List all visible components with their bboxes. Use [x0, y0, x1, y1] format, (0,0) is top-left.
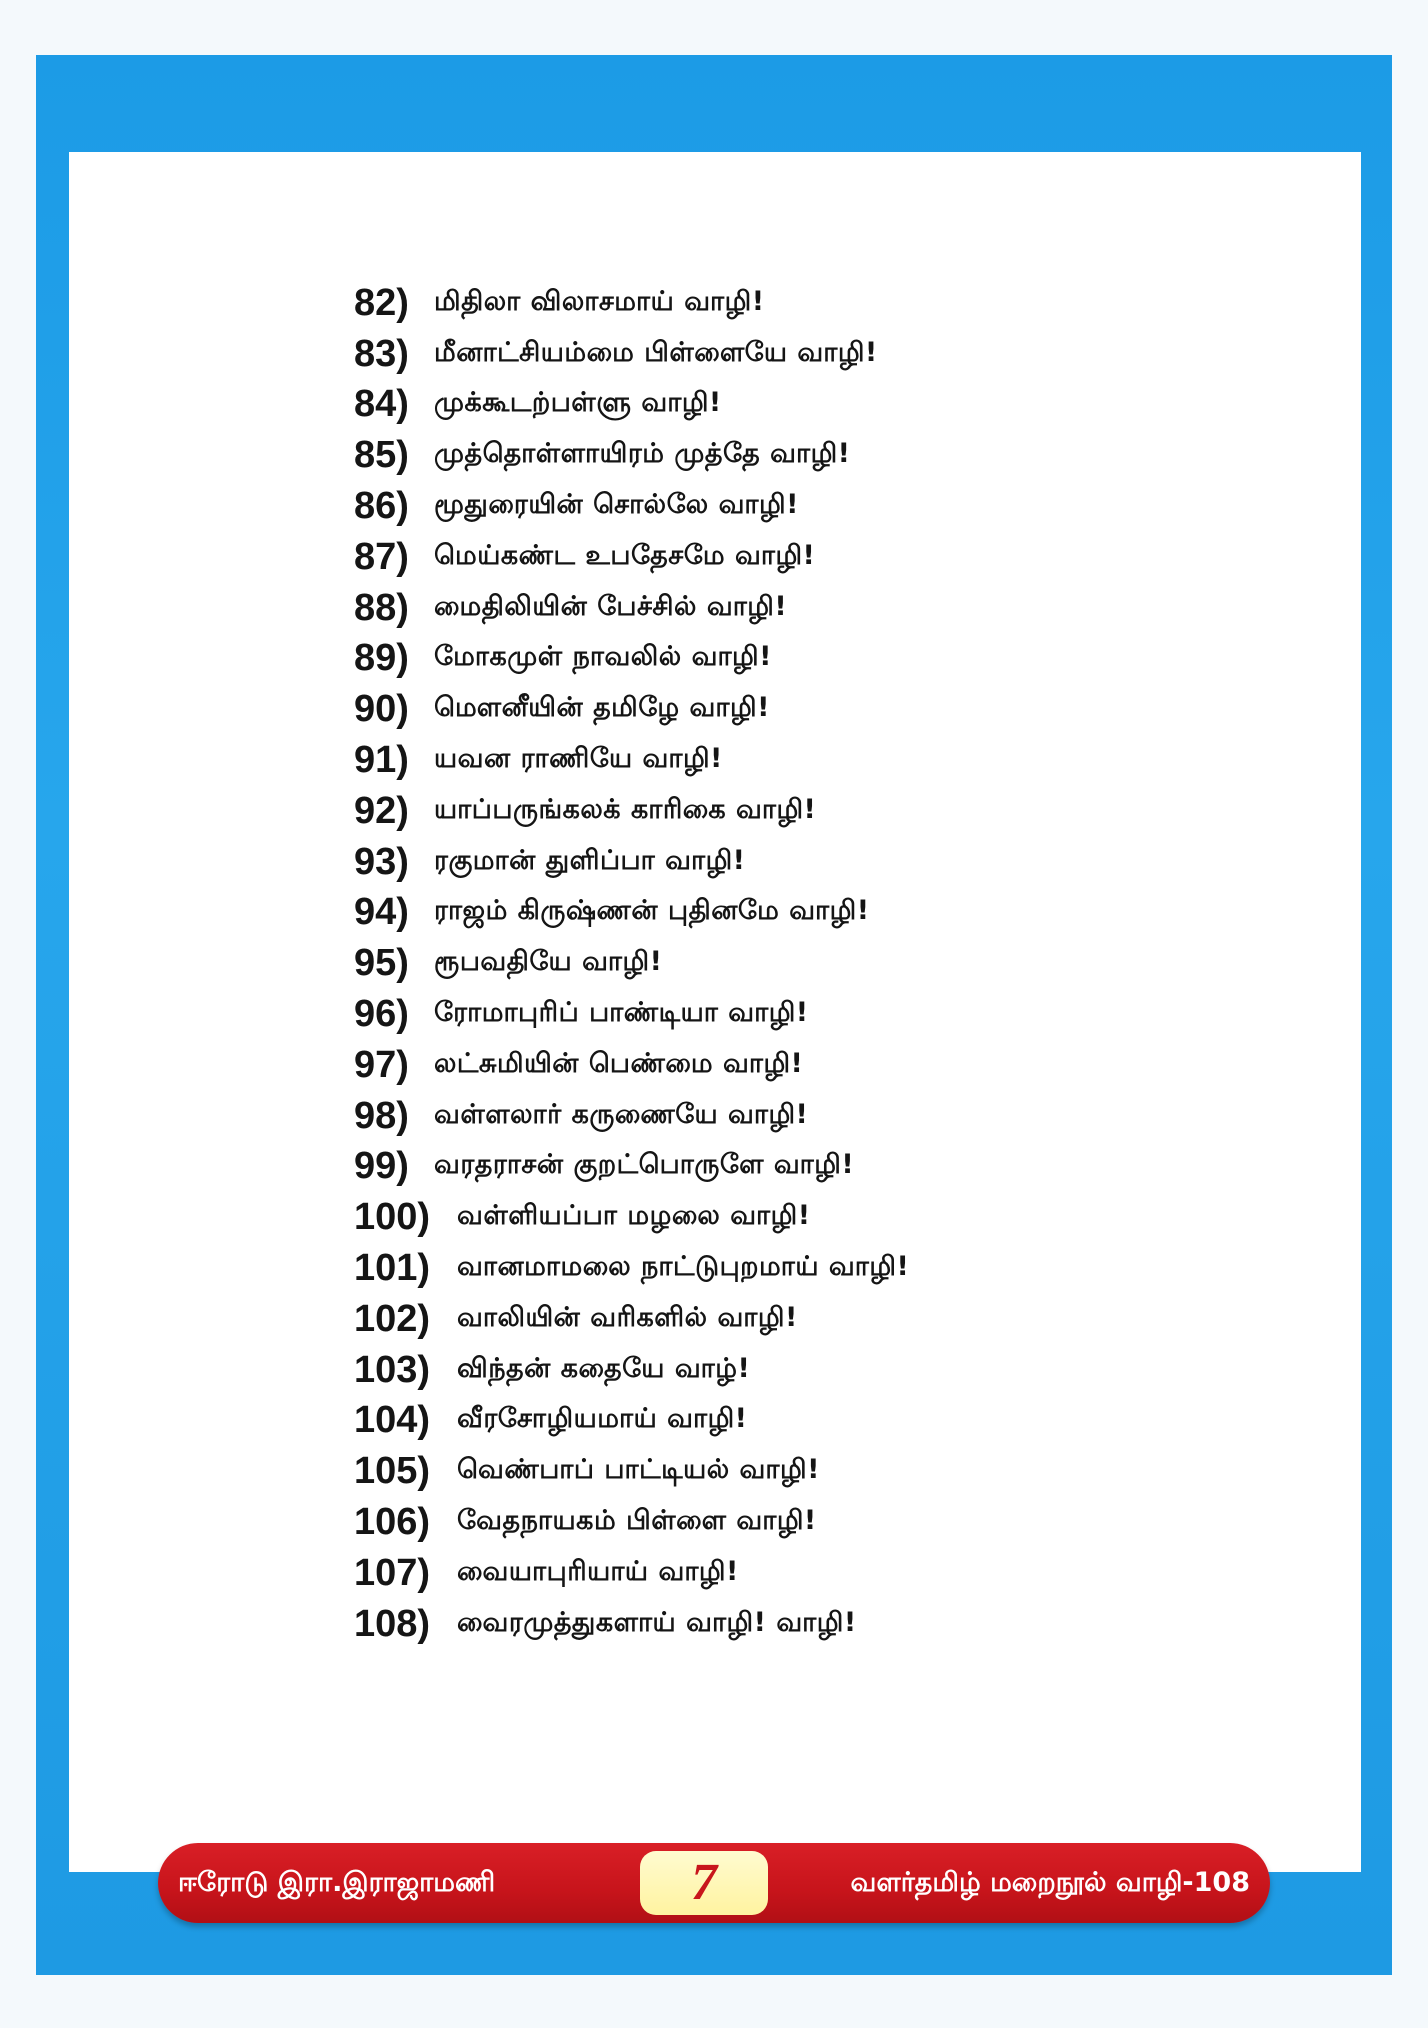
item-number: 94): [354, 891, 409, 934]
item-text: யாப்பருங்கலக் காரிகை வாழி!: [434, 793, 817, 825]
item-number: 86): [354, 485, 409, 528]
item-text: ரகுமான் துளிப்பா வாழி!: [434, 844, 746, 876]
item-number: 83): [354, 332, 409, 375]
item-number: 100): [354, 1196, 431, 1239]
item-text: முக்கூடற்பள்ளு வாழி!: [434, 387, 722, 419]
list-item: [354, 1548, 909, 1599]
footer-banner: [158, 1843, 1270, 1923]
list-item: [354, 430, 909, 481]
list-item: [354, 1345, 909, 1396]
item-text: ரூபவதியே வாழி!: [434, 946, 663, 978]
item-text: வெண்பாப் பாட்டியல் வாழி!: [457, 1454, 820, 1486]
item-number: 98): [354, 1094, 409, 1137]
item-number: 85): [354, 434, 409, 477]
list-item: [354, 634, 909, 685]
list-item: [354, 1091, 909, 1142]
item-number: 93): [354, 840, 409, 883]
list-item: [354, 532, 909, 583]
item-text: மைதிலியின் பேச்சில் வாழி!: [434, 590, 788, 622]
list-item: [354, 583, 909, 634]
item-text: ரோமாபுரிப் பாண்டியா வாழி!: [434, 997, 809, 1029]
item-number: 91): [354, 739, 409, 782]
list-item: [354, 837, 909, 888]
list-item: [354, 989, 909, 1040]
item-number: 104): [354, 1399, 431, 1442]
list-item: [354, 938, 909, 989]
item-number: 101): [354, 1247, 431, 1290]
item-number: 92): [354, 789, 409, 832]
list-item: [354, 786, 909, 837]
item-number: 108): [354, 1602, 431, 1645]
item-number: 84): [354, 383, 409, 426]
item-text: வீரசோழியமாய் வாழி!: [457, 1403, 748, 1435]
page-number: 7: [640, 1851, 768, 1915]
list-item: [354, 278, 909, 329]
item-text: முத்தொள்ளாயிரம் முத்தே வாழி!: [434, 438, 851, 470]
list-item: [354, 1040, 909, 1091]
list-item: [354, 1446, 909, 1497]
item-text: வாலியின் வரிகளில் வாழி!: [457, 1301, 798, 1333]
item-text: மௌனீயின் தமிழே வாழி!: [434, 692, 770, 724]
item-text: லட்சுமியின் பெண்மை வாழி!: [434, 1047, 804, 1079]
item-text: வள்ளியப்பா மழலை வாழி!: [457, 1200, 811, 1232]
item-number: 90): [354, 688, 409, 731]
item-text: மீனாட்சியம்மை பிள்ளையே வாழி!: [434, 336, 878, 368]
list-item: [354, 1294, 909, 1345]
list-item: [354, 1396, 909, 1447]
list-item: [354, 1599, 909, 1650]
list-item: [354, 735, 909, 786]
item-text: வரதராசன் குறட்பொருளே வாழி!: [434, 1149, 855, 1181]
item-number: 97): [354, 1043, 409, 1086]
item-number: 102): [354, 1297, 431, 1340]
item-number: 105): [354, 1450, 431, 1493]
item-text: விந்தன் கதையே வாழ்!: [457, 1352, 751, 1384]
item-text: யவன ராணியே வாழி!: [434, 743, 723, 775]
item-text: மெய்கண்ட உபதேசமே வாழி!: [434, 539, 816, 571]
item-text: வேதநாயகம் பிள்ளை வாழி!: [457, 1505, 817, 1537]
list-item: [354, 684, 909, 735]
book-title: வளர்தமிழ் மறைநூல் வாழி-108: [850, 1867, 1250, 1898]
list-item: [354, 380, 909, 431]
item-text: மூதுரையின் சொல்லே வாழி!: [434, 489, 799, 521]
item-number: 106): [354, 1501, 431, 1544]
item-text: மிதிலா விலாசமாய் வாழி!: [434, 285, 765, 317]
list-item: [354, 1497, 909, 1548]
item-text: வள்ளலார் கருணையே வாழி!: [434, 1098, 809, 1130]
item-number: 87): [354, 535, 409, 578]
item-number: 82): [354, 281, 409, 324]
author-name: ஈரோடு இரா.இராஜாமணி: [178, 1867, 496, 1898]
item-number: 95): [354, 942, 409, 985]
item-number: 103): [354, 1348, 431, 1391]
item-number: 89): [354, 637, 409, 680]
item-text: ராஜம் கிருஷ்ணன் புதினமே வாழி!: [434, 895, 870, 927]
item-text: மோகமுள் நாவலில் வாழி!: [434, 641, 772, 673]
item-number: 88): [354, 586, 409, 629]
item-number: 107): [354, 1551, 431, 1594]
item-number: 96): [354, 993, 409, 1036]
list-item: [354, 1142, 909, 1193]
item-number: 99): [354, 1145, 409, 1188]
verse-list: [354, 278, 909, 1650]
list-item: [354, 888, 909, 939]
item-text: வையாபுரியாய் வாழி!: [457, 1555, 739, 1587]
list-item: [354, 1243, 909, 1294]
list-item: [354, 329, 909, 380]
list-item: [354, 1192, 909, 1243]
item-text: வானமாமலை நாட்டுபுறமாய் வாழி!: [457, 1251, 910, 1283]
item-text: வைரமுத்துகளாய் வாழி! வாழி!: [457, 1606, 857, 1638]
list-item: [354, 481, 909, 532]
